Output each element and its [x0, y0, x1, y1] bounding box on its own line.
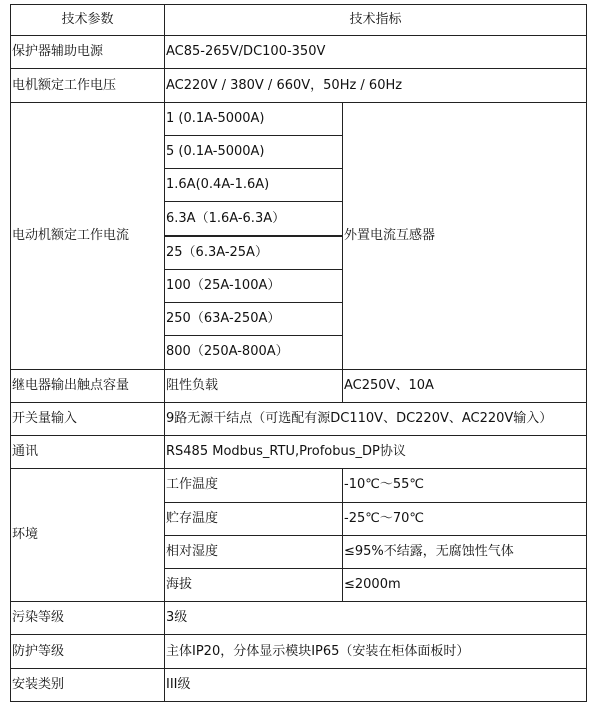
current-range: 5 (0.1A-5000A) [165, 135, 343, 168]
environment-label: 环境 [11, 469, 165, 602]
header-spec: 技术指标 [165, 5, 587, 36]
motor-voltage-label: 电机额定工作电压 [11, 69, 165, 102]
table-row [11, 102, 587, 135]
env-item-value: -10℃～55℃ [343, 469, 587, 502]
current-range: 100（25A-100A） [165, 269, 343, 302]
current-range: 25（6.3A-25A） [165, 236, 343, 270]
protection-value: 主体IP20，分体显示模块IP65（安装在柜体面板时） [165, 635, 587, 668]
relay-label: 继电器输出触点容量 [11, 369, 165, 402]
table-row [11, 602, 587, 635]
current-range: 1.6A(0.4A-1.6A) [165, 169, 343, 202]
header-param: 技术参数 [11, 5, 165, 36]
table-row [11, 469, 587, 502]
current-range: 6.3A（1.6A-6.3A） [165, 202, 343, 236]
install-label: 安装类别 [11, 668, 165, 701]
relay-value: AC250V、10A [343, 369, 587, 402]
pollution-value: 3级 [165, 602, 587, 635]
protection-label: 防护等级 [11, 635, 165, 668]
env-item-name: 工作温度 [165, 469, 343, 502]
aux-power-label: 保护器辅助电源 [11, 36, 165, 69]
motor-current-note: 外置电流互感器 [343, 102, 587, 369]
table-row [11, 635, 587, 668]
aux-power-value: AC85-265V/DC100-350V [165, 36, 587, 69]
table-row [11, 668, 587, 701]
env-item-name: 相对湿度 [165, 535, 343, 568]
env-item-value: ≤2000m [343, 568, 587, 601]
table-row [11, 69, 587, 102]
switch-input-label: 开关量输入 [11, 402, 165, 435]
current-range: 800（250A-800A） [165, 336, 343, 369]
spec-table [10, 4, 587, 702]
table-row [11, 402, 587, 435]
install-value: III级 [165, 668, 587, 701]
current-range: 250（63A-250A） [165, 303, 343, 336]
table-row [11, 36, 587, 69]
comm-label: 通讯 [11, 436, 165, 469]
comm-value: RS485 Modbus_RTU,Profobus_DP协议 [165, 436, 587, 469]
table-row [11, 369, 587, 402]
header-row [11, 5, 587, 36]
motor-current-label: 电动机额定工作电流 [11, 102, 165, 369]
pollution-label: 污染等级 [11, 602, 165, 635]
env-item-name: 海拔 [165, 568, 343, 601]
relay-load: 阻性负载 [165, 369, 343, 402]
table-row [11, 436, 587, 469]
motor-voltage-value: AC220V / 380V / 660V，50Hz / 60Hz [165, 69, 587, 102]
current-range: 1 (0.1A-5000A) [165, 102, 343, 135]
env-item-name: 贮存温度 [165, 502, 343, 535]
switch-input-value: 9路无源干结点（可选配有源DC110V、DC220V、AC220V输入） [165, 402, 587, 435]
env-item-value: -25℃～70℃ [343, 502, 587, 535]
env-item-value: ≤95%不结露，无腐蚀性气体 [343, 535, 587, 568]
